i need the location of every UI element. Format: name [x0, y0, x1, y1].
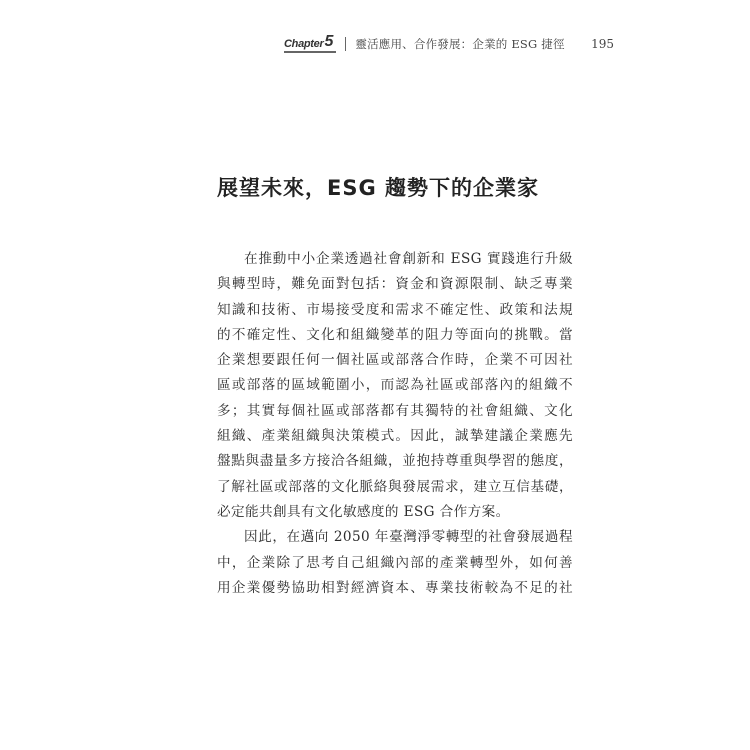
- body-line: 用企業優勢協助相對經濟資本、專業技術較為不足的社: [217, 579, 573, 596]
- body-line: 組織、產業組織與決策模式。因此，誠摯建議企業應先: [217, 428, 573, 445]
- chapter-underline: [284, 51, 336, 53]
- body-line: 因此，在邁向 2050 年臺灣淨零轉型的社會發展過程: [244, 529, 573, 546]
- body-line: 企業想要跟任何一個社區或部落合作時，企業不可因社: [217, 352, 573, 369]
- body-line: 在推動中小企業透過社會創新和 ESG 實踐進行升級: [244, 251, 573, 267]
- header-divider: [345, 37, 346, 51]
- body-line: 中，企業除了思考自己組織內部的產業轉型外，如何善: [217, 554, 573, 571]
- body-line: 與轉型時，難免面對包括：資金和資源限制、缺乏專業: [217, 276, 573, 293]
- body-line: 必定能共創具有文化敏感度的 ESG 合作方案。: [217, 503, 510, 520]
- body-line: 的不確定性、文化和組織變革的阻力等面向的挑戰。當: [217, 326, 573, 343]
- chapter-number: 5: [324, 33, 334, 50]
- body-line: 知識和技術、市場接受度和需求不確定性、政策和法規: [217, 301, 573, 318]
- section-title: 靈活應用、合作發展：企業的 ESG 捷徑: [355, 37, 565, 51]
- article-body: [217, 247, 573, 601]
- body-line: 了解社區或部落的文化脈絡與發展需求，建立互信基礎，: [217, 478, 573, 495]
- article-title: 展望未來，ESG 趨勢下的企業家: [217, 176, 540, 200]
- chapter-label: Chapter: [284, 38, 324, 50]
- body-line: 多；其實每個社區或部落都有其獨特的社會組織、文化: [217, 402, 573, 419]
- page-number: 195: [591, 37, 614, 51]
- body-line: 盤點與盡量多方接洽各組織，並抱持尊重與學習的態度，: [217, 453, 573, 470]
- running-header: [284, 34, 614, 54]
- body-line: 區或部落的區域範圍小，而認為社區或部落內的組織不: [217, 377, 573, 394]
